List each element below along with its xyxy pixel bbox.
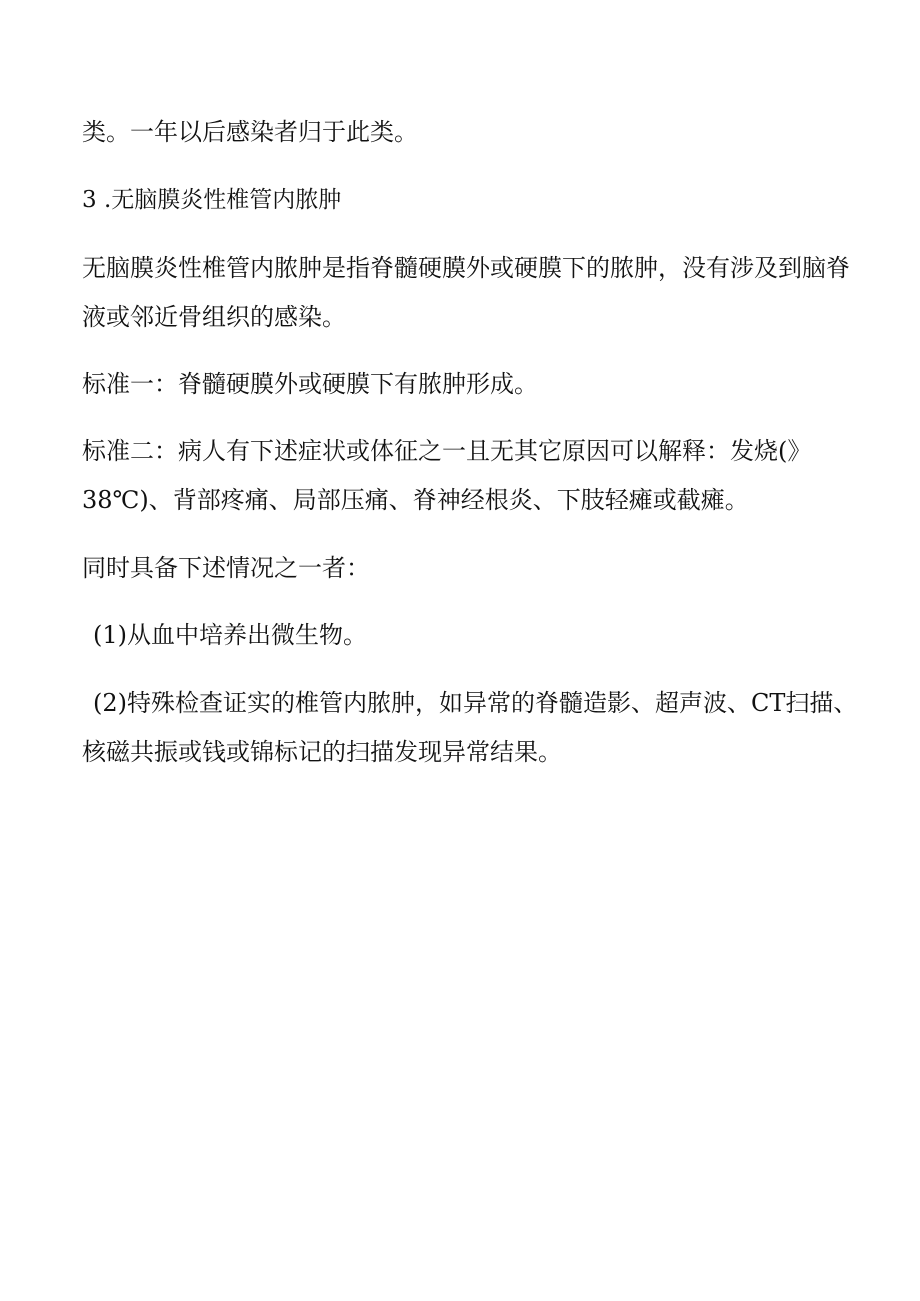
paragraph-line: 液或邻近骨组织的感染。: [82, 303, 346, 331]
criterion-two: 标准二：病人有下述症状或体征之一且无其它原因可以解释：发烧(》: [82, 437, 812, 465]
paragraph-line: 38℃)、背部疼痛、局部压痛、脊神经根炎、下肢轻瘫或截瘫。: [82, 486, 749, 514]
criterion-one: 标准一：脊髓硬膜外或硬膜下有脓肿形成。: [82, 370, 538, 398]
paragraph-line: 无脑膜炎性椎管内脓肿是指脊髓硬膜外或硬膜下的脓肿，没有涉及到脑脊: [82, 254, 850, 282]
paragraph-line: 核磁共振或钱或锦标记的扫描发现异常结果。: [82, 738, 562, 766]
list-item: (2)特殊检查证实的椎管内脓肿，如异常的脊髓造影、超声波、CT扫描、: [93, 689, 858, 717]
list-item: (1)从血中培养出微生物。: [93, 621, 367, 649]
paragraph-line: 类。一年以后感染者归于此类。: [82, 118, 418, 146]
paragraph-line: 同时具备下述情况之一者：: [82, 554, 370, 582]
section-heading: 3 .无脑膜炎性椎管内脓肿: [82, 187, 342, 213]
